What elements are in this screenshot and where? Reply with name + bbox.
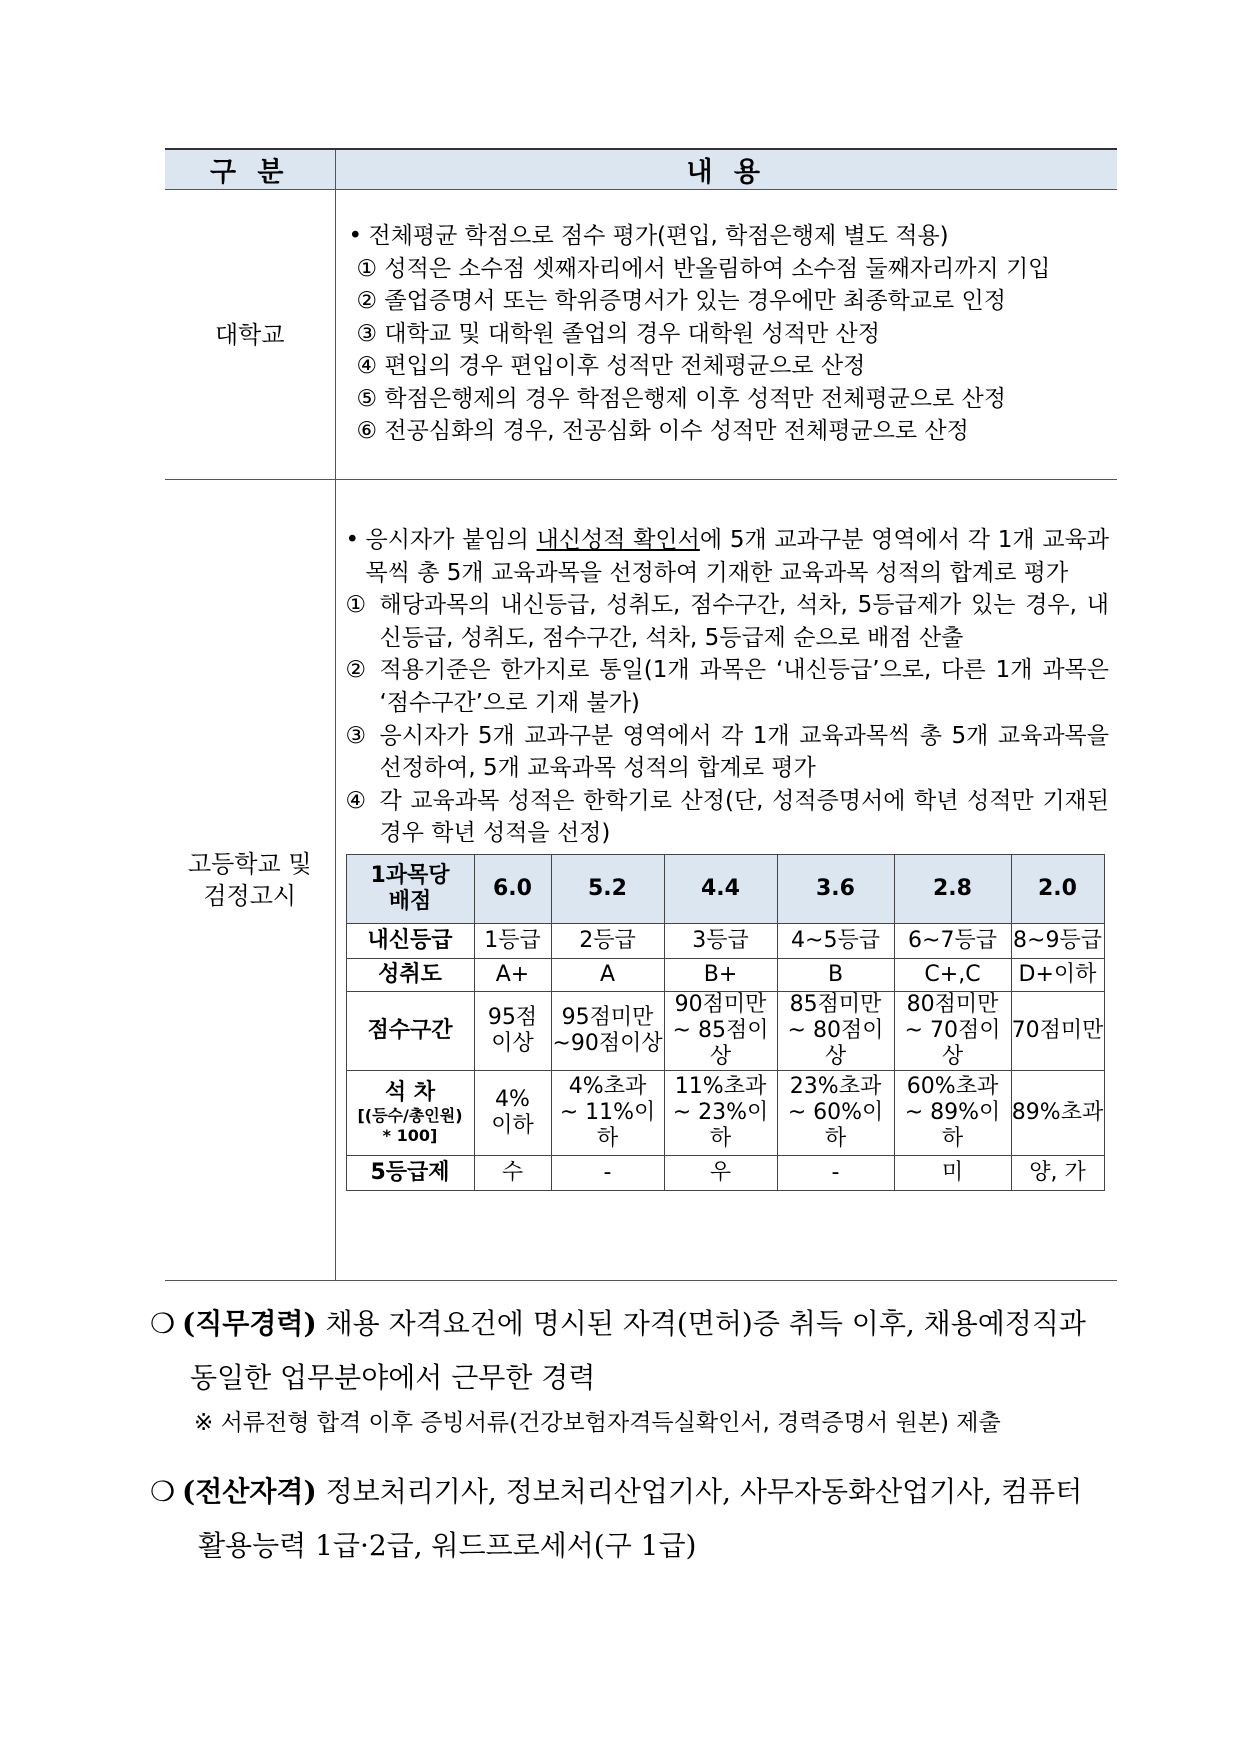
score-cell: 4.4 <box>664 854 777 923</box>
achievement-cell: A <box>551 958 664 991</box>
career-paragraph: ❍ (직무경력) 채용 자격요건에 명시된 자격(면허)증 취득 이후, 채용예정직과 동일한 업무분야에서 근무한 경력 <box>150 1307 1086 1394</box>
grade-cell: 8~9등급 <box>1011 923 1104 958</box>
five-grade-cell: 양, 가 <box>1011 1155 1104 1190</box>
highschool-item: ① 해당과목의 내신등급, 성취도, 점수구간, 석차, 5등급제가 있는 경우, 내신등급, 성취도, 점수구간, 석차, 5등급제 순으로 배점 산출 <box>345 592 1109 651</box>
achievement-cell: A+ <box>474 958 551 991</box>
five-grade-cell: - <box>551 1155 664 1190</box>
grade-cell: 4~5등급 <box>777 923 894 958</box>
university-item: ④ 편입의 경우 편입이후 성적만 전체평균으로 산정 <box>356 353 866 379</box>
five-grade-cell: 우 <box>664 1155 777 1190</box>
range-cell: 80점미만 ~ 70점이상 <box>894 991 1011 1070</box>
score-cell: 3.6 <box>777 854 894 923</box>
highschool-item: ④ 각 교육과목 성적은 한학기로 산정(단, 성적증명서에 학년 성적만 기재된 경우 학년 성적을 선정) <box>345 787 1109 847</box>
rank-cell: 4%초과 ~ 11%이하 <box>551 1070 664 1155</box>
it-cert-paragraph: ❍ (전산자격) 정보처리기사, 정보처리산업기사, 사무자동화산업기사, 컴퓨터 활용능력 1급·2급, 워드프로세서(구 1급) <box>150 1475 1083 1562</box>
score-cell: 5.2 <box>551 854 664 923</box>
score-cell: 6.0 <box>474 854 551 923</box>
header-content: 내 용 <box>335 149 1117 190</box>
rank-label: 석 차 [(등수/총인원) * 100] <box>346 1070 474 1155</box>
grade-cell: 3등급 <box>664 923 777 958</box>
grade-cell: 6~7등급 <box>894 923 1011 958</box>
five-grade-cell: - <box>777 1155 894 1190</box>
rank-cell: 60%초과 ~ 89%이하 <box>894 1070 1011 1155</box>
rank-cell: 11%초과 ~ 23%이하 <box>664 1070 777 1155</box>
achievement-cell: B <box>777 958 894 991</box>
rank-cell: 89%초과 <box>1011 1070 1104 1155</box>
university-label: 대학교 <box>165 190 335 480</box>
university-bullet: • 전체평균 학점으로 점수 평가(편입, 학점은행제 별도 적용) <box>348 223 949 249</box>
score-cell: 2.8 <box>894 854 1011 923</box>
five-grade-label: 5등급제 <box>346 1155 474 1190</box>
circle-bullet-icon: ❍ <box>150 1307 176 1340</box>
rank-cell: 23%초과 ~ 60%이하 <box>777 1070 894 1155</box>
highschool-content <box>336 480 1118 1191</box>
highschool-item: ② 적용기준은 한가지로 통일(1개 과목은 ‘내신등급’으로, 다른 1개 과목은 ‘점수구간’으로 기재 불가) <box>345 657 1109 716</box>
highschool-label: 고등학교 및 검정고시 <box>165 480 335 1281</box>
grade-cell: 1등급 <box>474 923 551 958</box>
career-note: ※ 서류전형 합격 이후 증빙서류(건강보험자격득실확인서, 경력증명서 원본) 제출 <box>194 1410 1001 1436</box>
range-cell: 95점 이상 <box>474 991 551 1070</box>
university-item: ③ 대학교 및 대학원 졸업의 경우 대학원 성적만 산정 <box>356 320 880 347</box>
university-content <box>336 190 1118 448</box>
eligibility-table <box>165 148 1117 1281</box>
highschool-bullet: • 응시자가 붙임의 내신성적 확인서에 5개 교과구분 영역에서 각 1개 교육과목씩 총 5개 교육과목을 선정하여 기재한 교육과목 성적의 합계로 평가 <box>345 527 1109 586</box>
achievement-label: 성취도 <box>346 958 474 991</box>
achievement-cell: C+,C <box>894 958 1011 991</box>
confirmation-form-link-text: 내신성적 확인서 <box>536 527 700 553</box>
range-cell: 95점미만 ~90점이상 <box>551 991 664 1070</box>
achievement-cell: B+ <box>664 958 777 991</box>
university-item: ⑤ 학점은행제의 경우 학점은행제 이후 성적만 전체평균으로 산정 <box>356 385 1006 412</box>
range-cell: 85점미만 ~ 80점이상 <box>777 991 894 1070</box>
score-head-label: 1과목당 배점 <box>346 854 474 923</box>
achievement-cell: D+이하 <box>1011 958 1104 991</box>
university-item: ② 졸업증명서 또는 학위증명서가 있는 경우에만 최종학교로 인정 <box>356 288 1006 314</box>
header-category: 구 분 <box>165 149 335 190</box>
score-table <box>346 854 1105 1191</box>
university-item: ⑥ 전공심화의 경우, 전공심화 이수 성적만 전체평균으로 산정 <box>356 418 969 444</box>
range-cell: 90점미만 ~ 85점이상 <box>664 991 777 1070</box>
range-cell: 70점미만 <box>1011 991 1104 1070</box>
five-grade-cell: 수 <box>474 1155 551 1190</box>
circle-bullet-icon: ❍ <box>150 1475 176 1508</box>
grade-label: 내신등급 <box>346 923 474 958</box>
grade-cell: 2등급 <box>551 923 664 958</box>
score-cell: 2.0 <box>1011 854 1104 923</box>
five-grade-cell: 미 <box>894 1155 1011 1190</box>
rank-cell: 4% 이하 <box>474 1070 551 1155</box>
university-item: ① 성적은 소수점 셋째자리에서 반올림하여 소수점 둘째자리까지 기입 <box>356 255 1051 282</box>
range-label: 점수구간 <box>346 991 474 1070</box>
highschool-item: ③ 응시자가 5개 교과구분 영역에서 각 1개 교육과목씩 총 5개 교육과목을 선정하여, 5개 교육과목 성적의 합계로 평가 <box>345 722 1109 782</box>
